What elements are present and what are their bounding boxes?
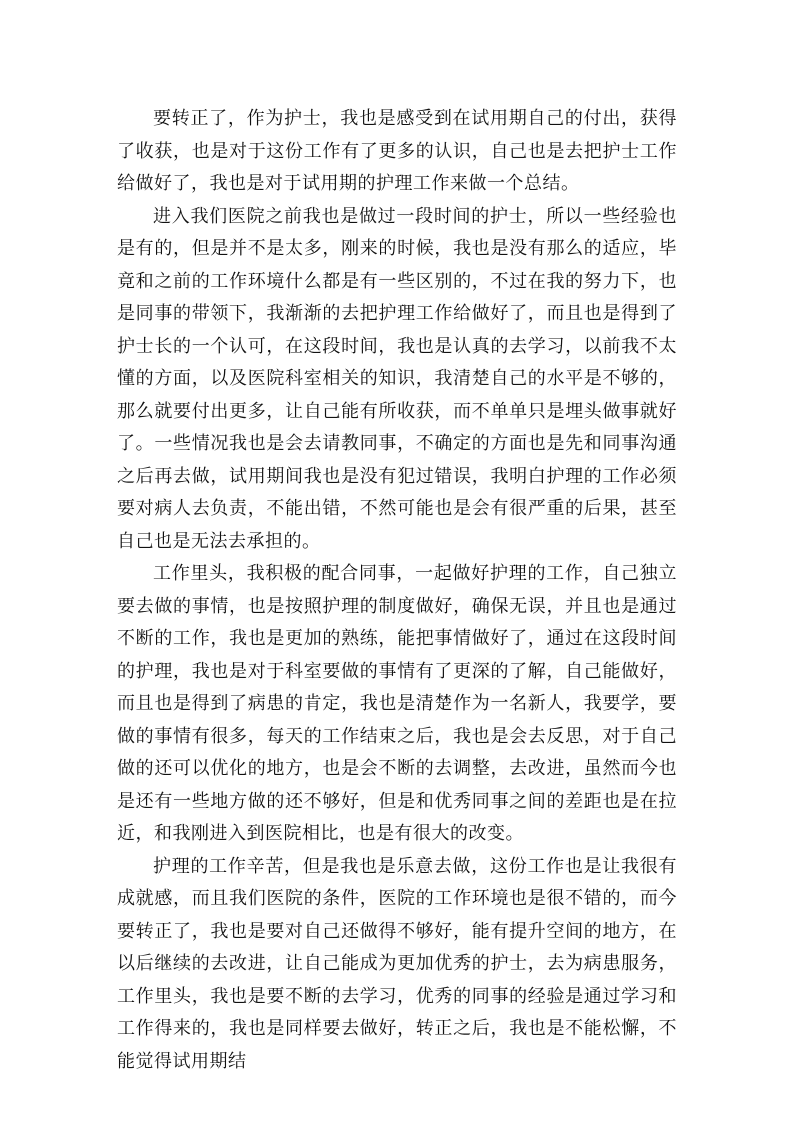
paragraph-conclusion: 护理的工作辛苦，但是我也是乐意去做，这份工作也是让我很有成就感，而且我们医院的条件，医院的工作环境也是很不错的，而今要转正了，我也是要对自己还做得不够好，能有提升空间的地方，在以后继续的去改进，让自己能成为更加优秀的护士，去为病患服务，工作里头，我也是要不断的去学习，优秀的同事的经验是通过学习和工作得来的，我也是同样要去做好，转正之后，我也是不能松懈，不能觉得试用期结 (117, 855, 677, 1072)
document-page (117, 103, 677, 1078)
paragraph-intro: 要转正了，作为护士，我也是感受到在试用期自己的付出，获得了收获，也是对于这份工作有了更多的认识，自己也是去把护士工作给做好了，我也是对于试用期的护理工作来做一个总结。 (117, 108, 677, 194)
paragraph-work: 工作里头，我积极的配合同事，一起做好护理的工作，自己独立要去做的事情，也是按照护理的制度做好，确保无误，并且也是通过不断的工作，我也是更加的熟练，能把事情做好了，通过在这段时间的护理，我也是对于科室要做的事情有了更深的了解，自己能做好，而且也是得到了病患的肯定，我也是清楚作为一名新人，我要学，要做的事情有很多，每天的工作结束之后，我也是会去反思，对于自己做的还可以优化的地方，也是会不断的去调整，去改进，虽然而今也是还有一些地方做的还不够好，但是和优秀同事之间的差距也是在拉近，和我刚进入到医院相比，也是有很大的改变。 (117, 563, 677, 844)
paragraph-experience: 进入我们医院之前我也是做过一段时间的护士，所以一些经验也是有的，但是并不是太多，刚来的时候，我也是没有那么的适应，毕竟和之前的工作环境什么都是有一些区别的，不过在我的努力下，也是同事的带领下，我渐渐的去把护理工作给做好了，而且也是得到了护士长的一个认可，在这段时间，我也是认真的去学习，以前我不太懂的方面，以及医院科室相关的知识，我清楚自己的水平是不够的，那么就要付出更多，让自己能有所收获，而不单单只是埋头做事就好了。一些情况我也是会去请教同事，不确定的方面也是先和同事沟通之后再去做，试用期间我也是没有犯过错误，我明白护理的工作必须要对病人去负责，不能出错，不然可能也是会有很严重的后果，甚至自己也是无法去承担的。 (117, 205, 677, 552)
